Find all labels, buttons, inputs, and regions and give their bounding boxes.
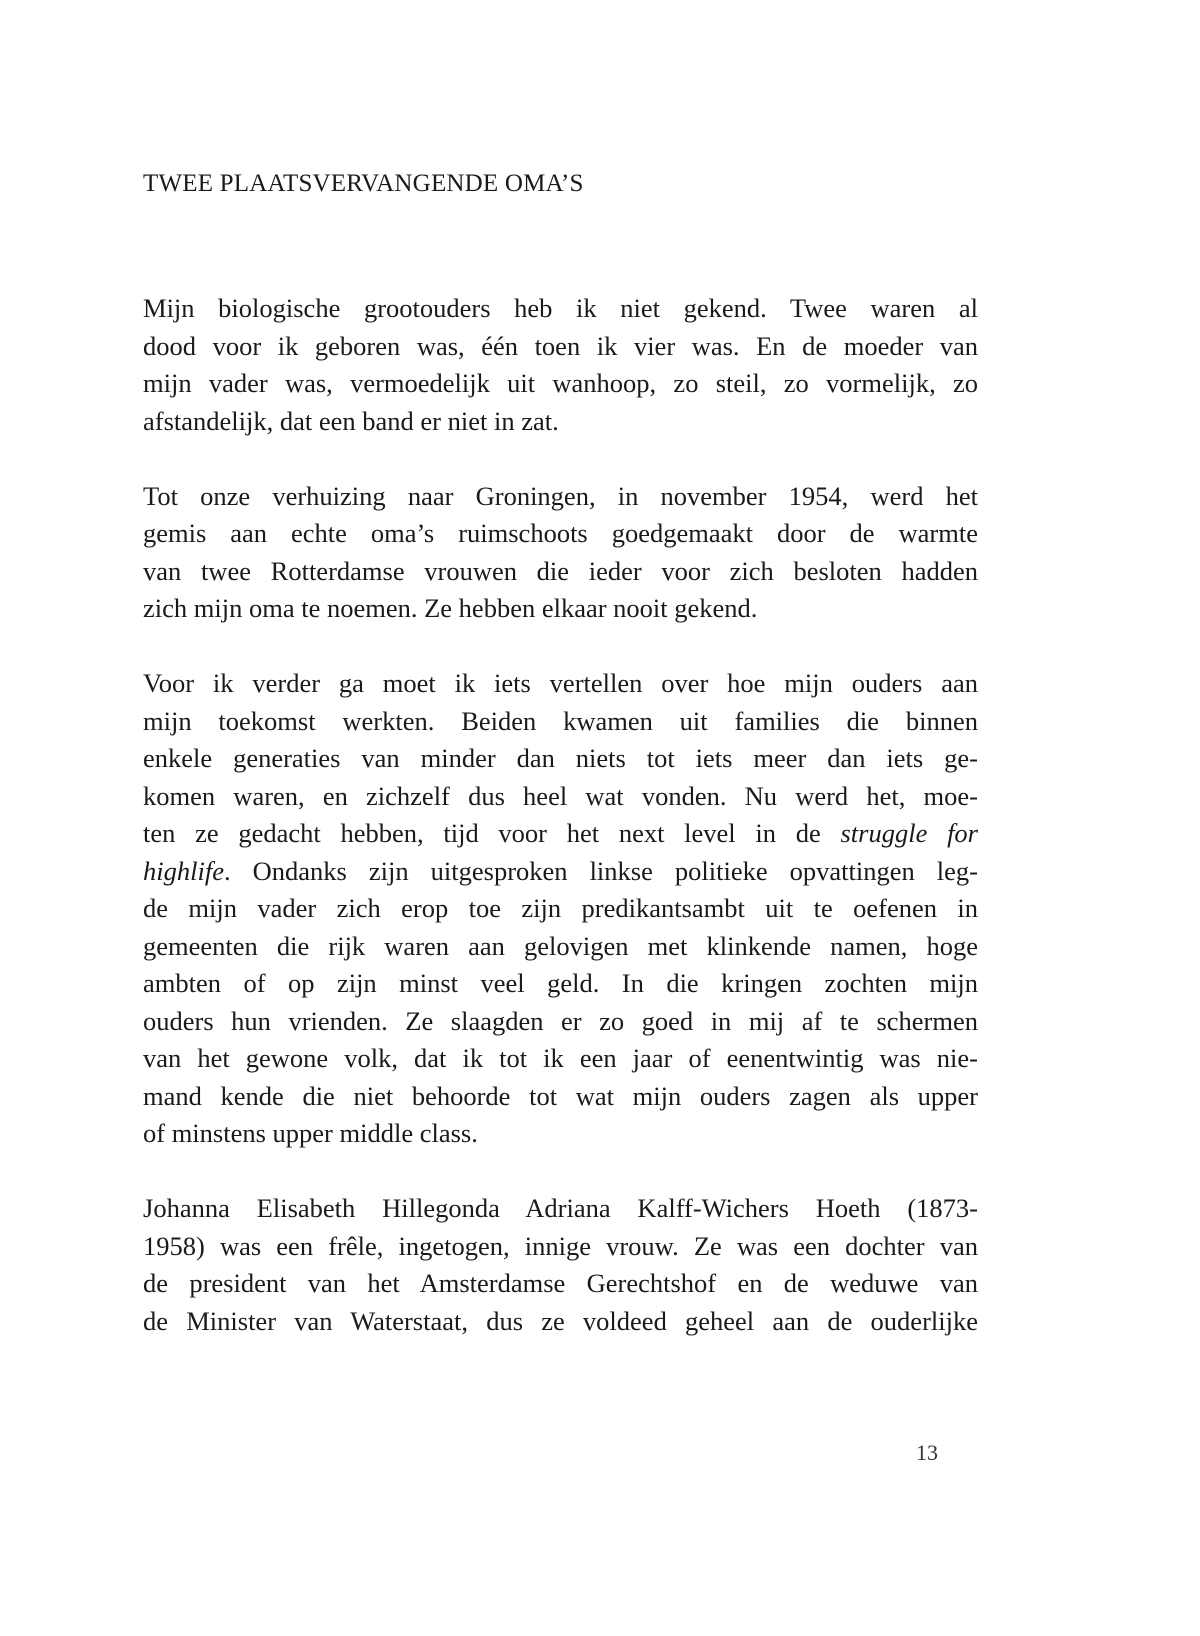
- text-line: 1958) was een frêle, ingetogen, innige vrouw. Ze was een dochter van: [143, 1230, 978, 1261]
- text-line: zich mijn oma te noemen. Ze hebben elkaar nooit gekend.: [143, 593, 758, 623]
- text-line: komen waren, en zichzelf dus heel wat vonden. Nu werd het, moe-: [143, 780, 978, 811]
- italic-phrase: highlife: [143, 855, 224, 886]
- text-line: Johanna Elisabeth Hillegonda Adriana Kalff-Wichers Hoeth (1873-: [143, 1193, 978, 1223]
- text-line: van het gewone volk, dat ik tot ik een jaar of eenentwintig was nie-: [143, 1043, 978, 1073]
- text-line: de mijn vader zich erop toe zijn predikantsambt uit te oefenen in: [143, 893, 978, 923]
- text-line: Tot onze verhuizing naar Groningen, in november 1954, werd het: [143, 480, 978, 511]
- paragraph: [143, 1190, 978, 1340]
- text-line: mand kende die niet behoorde tot wat mijn ouders zagen als upper: [143, 1080, 978, 1111]
- text-line: enkele generaties van minder dan niets tot iets meer dan iets ge-: [143, 743, 978, 773]
- text-line-with-italic: [143, 853, 978, 891]
- text-line: ambten of op zijn minst veel geld. In die kringen zochten mijn: [143, 968, 978, 998]
- text-line: Mijn biologische grootouders heb ik niet gekend. Twee waren al: [143, 293, 978, 323]
- chapter-title: TWEE PLAATSVERVANGENDE OMA’S: [143, 170, 584, 197]
- text-segment: . Ondanks zijn uitgesproken linkse politieke opvattingen leg-: [223, 855, 978, 886]
- paragraph: [143, 665, 978, 1153]
- text-line: van twee Rotterdamse vrouwen die ieder voor zich besloten hadden: [143, 555, 978, 586]
- page-number: 13: [916, 1440, 938, 1465]
- text-line: mijn toekomst werkten. Beiden kwamen uit families die binnen: [143, 705, 978, 736]
- body-text: [143, 290, 978, 1378]
- paragraph: [143, 478, 978, 628]
- text-line: gemis aan echte oma’s ruimschoots goedgemaakt door de warmte: [143, 518, 978, 548]
- text-line: gemeenten die rijk waren aan gelovigen met klinkende namen, hoge: [143, 930, 978, 961]
- text-line: Voor ik verder ga moet ik iets vertellen over hoe mijn ouders aan: [143, 668, 978, 698]
- text-line: of minstens upper middle class.: [143, 1118, 478, 1148]
- text-line: de president van het Amsterdamse Gerechtshof en de weduwe van: [143, 1268, 978, 1298]
- text-segment: ten ze gedacht hebben, tijd voor het next level in de: [143, 818, 841, 848]
- italic-phrase: struggle for: [840, 818, 978, 848]
- text-line: afstandelijk, dat een band er niet in zat.: [143, 405, 559, 436]
- text-line: dood voor ik geboren was, één toen ik vier was. En de moeder van: [143, 330, 978, 361]
- paragraph: [143, 290, 978, 440]
- text-line: ouders hun vrienden. Ze slaagden er zo goed in mij af te schermen: [143, 1005, 978, 1036]
- text-line: mijn vader was, vermoedelijk uit wanhoop, zo steil, zo vormelijk, zo: [143, 368, 978, 398]
- text-line-with-italic: [143, 815, 978, 853]
- text-line: de Minister van Waterstaat, dus ze voldeed geheel aan de ouderlijke: [143, 1305, 978, 1336]
